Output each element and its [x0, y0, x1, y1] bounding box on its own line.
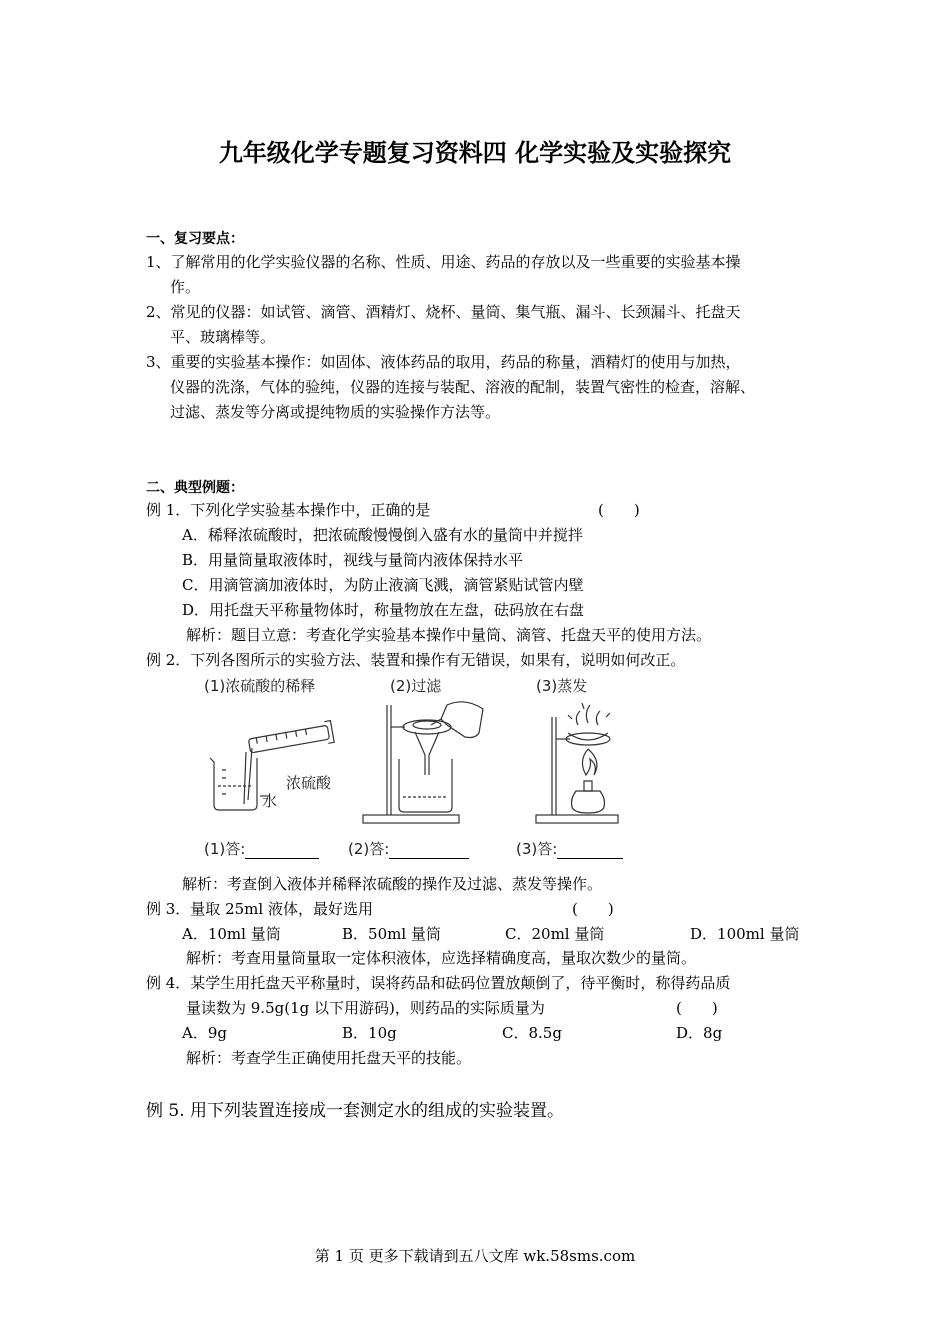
- ex1-option-d: D．用托盘天平称量物体时，称量物放在左盘，砝码放在右盘: [182, 601, 585, 619]
- section2-heading: 二、典型例题：: [146, 480, 244, 496]
- ex2-figure-label-3: (3)蒸发: [536, 677, 588, 695]
- review-point-3-cont1: 仪器的洗涤，气体的验纯，仪器的连接与装配、溶液的配制，装置气密性的检查，溶解、: [170, 378, 756, 396]
- review-point-1: 1、了解常用的化学实验仪器的名称、性质、用途、药品的存放以及一些重要的实验基本操: [146, 253, 741, 271]
- ex2-answer-1: [204, 838, 319, 859]
- ex4-analysis: 解析：考查学生正确使用托盘天平的技能。: [186, 1049, 472, 1067]
- ex3-option-d: D．100ml 量筒: [690, 925, 800, 943]
- ex2-answer-3-blank[interactable]: [557, 842, 623, 859]
- ex2-analysis: 解析：考查倒入液体并稀释浓硫酸的操作及过滤、蒸发等操作。: [182, 875, 603, 893]
- ex2-answer-3: [516, 838, 623, 859]
- ex2-answer-2-blank[interactable]: [389, 842, 469, 859]
- ex3-option-b: B．50ml 量筒: [342, 925, 441, 943]
- ex2-question: 例 2．下列各图所示的实验方法、装置和操作有无错误，如果有，说明如何改正。: [146, 651, 686, 669]
- review-point-1-cont: 作。: [170, 278, 201, 296]
- ex1-bracket: ( ): [598, 501, 640, 519]
- ex4-option-b: B．10g: [342, 1024, 397, 1042]
- ex2-answer-2-label: (2)答:: [348, 840, 390, 858]
- ex4-option-d: D．8g: [676, 1024, 723, 1042]
- ex2-answer-1-blank[interactable]: [245, 842, 319, 859]
- ex3-option-a: A．10ml 量筒: [182, 925, 281, 943]
- ex4-option-a: A．9g: [182, 1024, 227, 1042]
- review-point-2-cont: 平、玻璃棒等。: [170, 328, 276, 346]
- ex4-bracket: ( ): [676, 999, 718, 1017]
- review-point-2: 2、常见的仪器：如试管、滴管、酒精灯、烧杯、量筒、集气瓶、漏斗、长颈漏斗、托盘天: [146, 303, 741, 321]
- ex4-option-c: C．8.5g: [502, 1024, 562, 1042]
- ex4-question-line2: 量读数为 9.5g(1g 以下用游码)，则药品的实际质量为: [186, 999, 545, 1017]
- ex2-answer-1-label: (1)答:: [204, 840, 246, 858]
- ex2-annotation-acid: 浓硫酸: [286, 774, 332, 792]
- page-footer: 第 1 页 更多下载请到五八文库 wk.58sms.com: [314, 1247, 636, 1265]
- ex3-question: 例 3．量取 25ml 液体，最好选用: [146, 900, 373, 918]
- ex5-question: 例 5. 用下列装置连接成一套测定水的组成的实验装置。: [146, 1101, 565, 1121]
- review-point-3-cont2: 过滤、蒸发等分离或提纯物质的实验操作方法等。: [170, 403, 501, 421]
- ex4-question-line1: 例 4．某学生用托盘天平称量时，误将药品和砝码位置放颠倒了，待平衡时，称得药品质: [146, 974, 731, 992]
- ex1-option-a: A．稀释浓硫酸时，把浓硫酸慢慢倒入盛有水的量筒中并搅拌: [182, 526, 583, 544]
- review-point-3: 3、重要的实验基本操作：如固体、液体药品的取用，药品的称量，酒精灯的使用与加热，: [146, 353, 741, 371]
- ex1-option-b: B．用量筒量取液体时，视线与量筒内液体保持水平: [182, 551, 524, 569]
- section1-heading: 一、复习要点：: [146, 231, 244, 247]
- ex2-figure-label-1: (1)浓硫酸的稀释: [204, 677, 316, 695]
- ex2-answer-2: [348, 838, 469, 859]
- ex2-annotation-water: 水: [262, 792, 278, 810]
- evaporation-diagram: [520, 695, 640, 830]
- ex2-figure-label-2: (2)过滤: [390, 677, 442, 695]
- ex2-answer-3-label: (3)答:: [516, 840, 558, 858]
- ex1-option-c: C．用滴管滴加液体时，为防止液滴飞溅，滴管紧贴试管内壁: [182, 576, 584, 594]
- ex3-bracket: ( ): [572, 900, 614, 918]
- ex1-analysis: 解析：题目立意：考查化学实验基本操作中量筒、滴管、托盘天平的使用方法。: [186, 626, 712, 644]
- filtration-diagram: [355, 695, 495, 830]
- page-title: 九年级化学专题复习资料四 化学实验及实验探究: [218, 138, 732, 167]
- ex3-option-c: C．20ml 量筒: [505, 925, 605, 943]
- ex3-analysis: 解析：考查用量筒量取一定体积液体，应选择精确度高，量取次数少的量筒。: [186, 949, 697, 967]
- ex1-question: 例 1．下列化学实验基本操作中，正确的是: [146, 501, 431, 519]
